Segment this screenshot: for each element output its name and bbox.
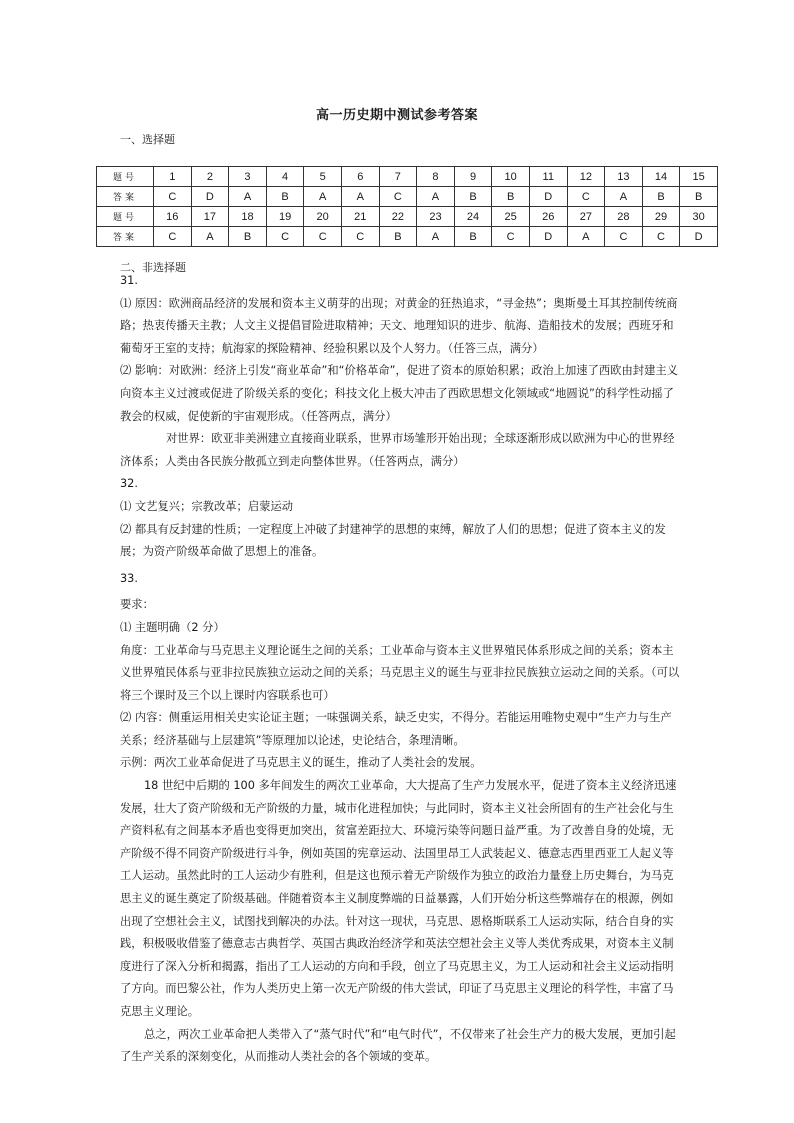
q33-conclusion: 总之，两次工业革命把人类带入了“蒸气时代”和“电气时代”，不仅带来了社会生产力的极大发展，更加引起了生产关系的深刻变化，从而推动人类社会的各个领域的变革。: [120, 1027, 676, 1064]
table-cell: 6: [341, 167, 379, 187]
table-cell: 1: [154, 167, 192, 187]
table-cell: C: [379, 187, 417, 207]
page-title: 高一历史期中测试参考答案: [315, 108, 478, 123]
table-cell: 13: [605, 167, 643, 187]
q33-example-body: 18 世纪中后期的 100 多年间发生的两次工业革命，大大提高了生产力发展水平，促进了资本主义经济迅速发展，壮大了资产阶级和无产阶级的力量，城市化进程加快；与此同时，资本主义社会所固有的生产社会化与生产资料私有之间基本矛盾也变得更加突出，贫富差距拉大、环境污染等问题日益严重。为了改善自身的处境，无产阶级不得不同资产阶级进行斗争，例如英国的宪章运动、法国里昂工人武装起义、德意志西里西亚工人起义等工人运动。虽然此时的工人运动少有胜利，但是这也预示着无产阶级作为独立的政治力量登上历史舞台，为马克思主义的诞生奠定了阶级基础。伴随着资本主义制度弊端的日益暴露，人们开始分析这些弊端存在的根源，例如出现了空想社会主义，试图找到解决的办法。针对这一现状，马克思、恩格斯联系工人运动实际，结合自身的实践，积极吸收借鉴了德意志古典哲学、英国古典政治经济学和英法空想社会主义等人类优秀成果，对资本主义制度进行了深入分析和揭露，指出了工人运动的方向和手段，创立了马克思主义，为工人运动和社会主义运动指明了方向。而巴黎公社，作为人类历史上第一次无产阶级的伟大尝试，印证了马克思主义理论的科学性，丰富了马克思主义理论。: [120, 779, 677, 1018]
table-cell: 3: [229, 167, 267, 187]
table-cell: 19: [266, 207, 304, 227]
row-label-answer: 答案: [97, 227, 154, 247]
q31-answer-2: ⑵ 影响：对欧洲：经济上引发“商业革命”和“价格革命”，促进了资本的原始积累；政治上加速了西欧由封建主义向资本主义过渡或促进了阶级关系的变化；科技文化上极大冲击了西欧思想文化领域或“地圆说”的科学性动摇了教会的权威，促使新的宇宙观形成。（任答两点，满分）: [120, 364, 678, 423]
table-cell: C: [567, 187, 605, 207]
table-cell: A: [304, 187, 342, 207]
table-cell: 26: [529, 207, 567, 227]
table-cell: C: [605, 227, 643, 247]
table-cell: D: [529, 187, 567, 207]
table-cell: 8: [417, 167, 455, 187]
table-cell: B: [454, 227, 492, 247]
q33-requirements-label: 要求：: [120, 598, 154, 612]
row-label-question: 题号: [97, 207, 154, 227]
table-row-question-numbers-2: [97, 207, 718, 227]
table-cell: B: [266, 187, 304, 207]
section-heading-nonchoice: 二、非选择题: [120, 261, 186, 274]
table-row-question-numbers-1: [97, 167, 718, 187]
table-cell: C: [154, 187, 192, 207]
table-row-answers-1: [97, 187, 718, 207]
section-heading-choice: 一、选择题: [120, 133, 175, 146]
table-cell: A: [567, 227, 605, 247]
table-cell: B: [642, 187, 680, 207]
table-cell: A: [341, 187, 379, 207]
answer-body: [120, 276, 680, 1069]
table-cell: C: [492, 227, 530, 247]
table-cell: 15: [680, 167, 718, 187]
table-cell: 7: [379, 167, 417, 187]
table-cell: 22: [379, 207, 417, 227]
table-cell: C: [304, 227, 342, 247]
table-cell: 30: [680, 207, 718, 227]
table-cell: 12: [567, 167, 605, 187]
table-cell: 27: [567, 207, 605, 227]
table-cell: 11: [529, 167, 567, 187]
table-cell: A: [191, 227, 229, 247]
table-cell: 16: [154, 207, 192, 227]
table-cell: B: [229, 227, 267, 247]
q33-example-heading: 示例：两次工业革命促进了马克思主义的诞生，推动了人类社会的发展。: [120, 756, 482, 770]
table-cell: 14: [642, 167, 680, 187]
q31-answer-1: ⑴ 原因：欧洲商品经济的发展和资本主义萌芽的出现；对黄金的狂热追求，“寻金热”；奥斯曼土耳其控制传统商路；热衷传播天主教；人文主义提倡冒险进取精神；天文、地理知识的进步、航海、造船技术的发展；西班牙和葡萄牙王室的支持；航海家的探险精神、经验积累以及个人努力。（任答三点，满分）: [120, 296, 678, 355]
q33-angles: 角度：工业革命与马克思主义理论诞生之间的关系；工业革命与资本主义世界殖民体系形成之间的关系；资本主义世界殖民体系与亚非拉民族独立运动之间的关系；马克思主义的诞生与亚非拉民族独立运动之间的关系。（可以将三个课时及三个以上课时内容联系也可）: [120, 643, 680, 702]
table-cell: 24: [454, 207, 492, 227]
table-cell: B: [680, 187, 718, 207]
table-cell: B: [454, 187, 492, 207]
q33-point-2: ⑵ 内容：侧重运用相关史实论证主题；一味强调关系，缺乏史实，不得分。若能运用唯物史观中“生产力与生产关系；经济基础与上层建筑”等原理加以论述，史论结合，条理清晰。: [120, 711, 672, 747]
table-row-answers-2: [97, 227, 718, 247]
answer-table: [96, 166, 718, 247]
q33-point-1: ⑴ 主题明确（2 分）: [120, 620, 225, 634]
table-cell: 5: [304, 167, 342, 187]
table-cell: D: [680, 227, 718, 247]
table-cell: 20: [304, 207, 342, 227]
table-cell: C: [642, 227, 680, 247]
table-cell: 25: [492, 207, 530, 227]
q32-answer-1: ⑴ 文艺复兴；宗教改革；启蒙运动: [120, 499, 294, 513]
table-cell: 2: [191, 167, 229, 187]
table-cell: C: [266, 227, 304, 247]
table-cell: A: [605, 187, 643, 207]
table-cell: 29: [642, 207, 680, 227]
table-cell: 9: [454, 167, 492, 187]
q31-answer-3: 对世界：欧亚非美洲建立直接商业联系，世界市场雏形开始出现；全球逐渐形成以欧洲为中心的世界经济体系；人类由各民族分散孤立到走向整体世界。（任答两点，满分）: [120, 432, 675, 468]
table-cell: 17: [191, 207, 229, 227]
row-label-answer: 答案: [97, 187, 154, 207]
table-cell: 28: [605, 207, 643, 227]
table-cell: A: [229, 187, 267, 207]
question-number-32: 32.: [120, 477, 138, 491]
table-cell: D: [529, 227, 567, 247]
table-cell: C: [154, 227, 192, 247]
table-cell: C: [341, 227, 379, 247]
question-number-31: 31.: [120, 274, 138, 287]
table-cell: 23: [417, 207, 455, 227]
table-cell: A: [417, 227, 455, 247]
table-cell: 18: [229, 207, 267, 227]
table-cell: 21: [341, 207, 379, 227]
table-cell: 10: [492, 167, 530, 187]
table-cell: 4: [266, 167, 304, 187]
table-cell: B: [492, 187, 530, 207]
table-cell: D: [191, 187, 229, 207]
question-number-33: 33.: [120, 571, 138, 585]
row-label-question: 题号: [97, 167, 154, 187]
table-cell: B: [379, 227, 417, 247]
table-cell: A: [417, 187, 455, 207]
q32-answer-2: ⑵ 都具有反封建的性质；一定程度上冲破了封建神学的思想的束缚，解放了人们的思想；促进了资本主义的发展；为资产阶级革命做了思想上的准备。: [120, 522, 666, 559]
